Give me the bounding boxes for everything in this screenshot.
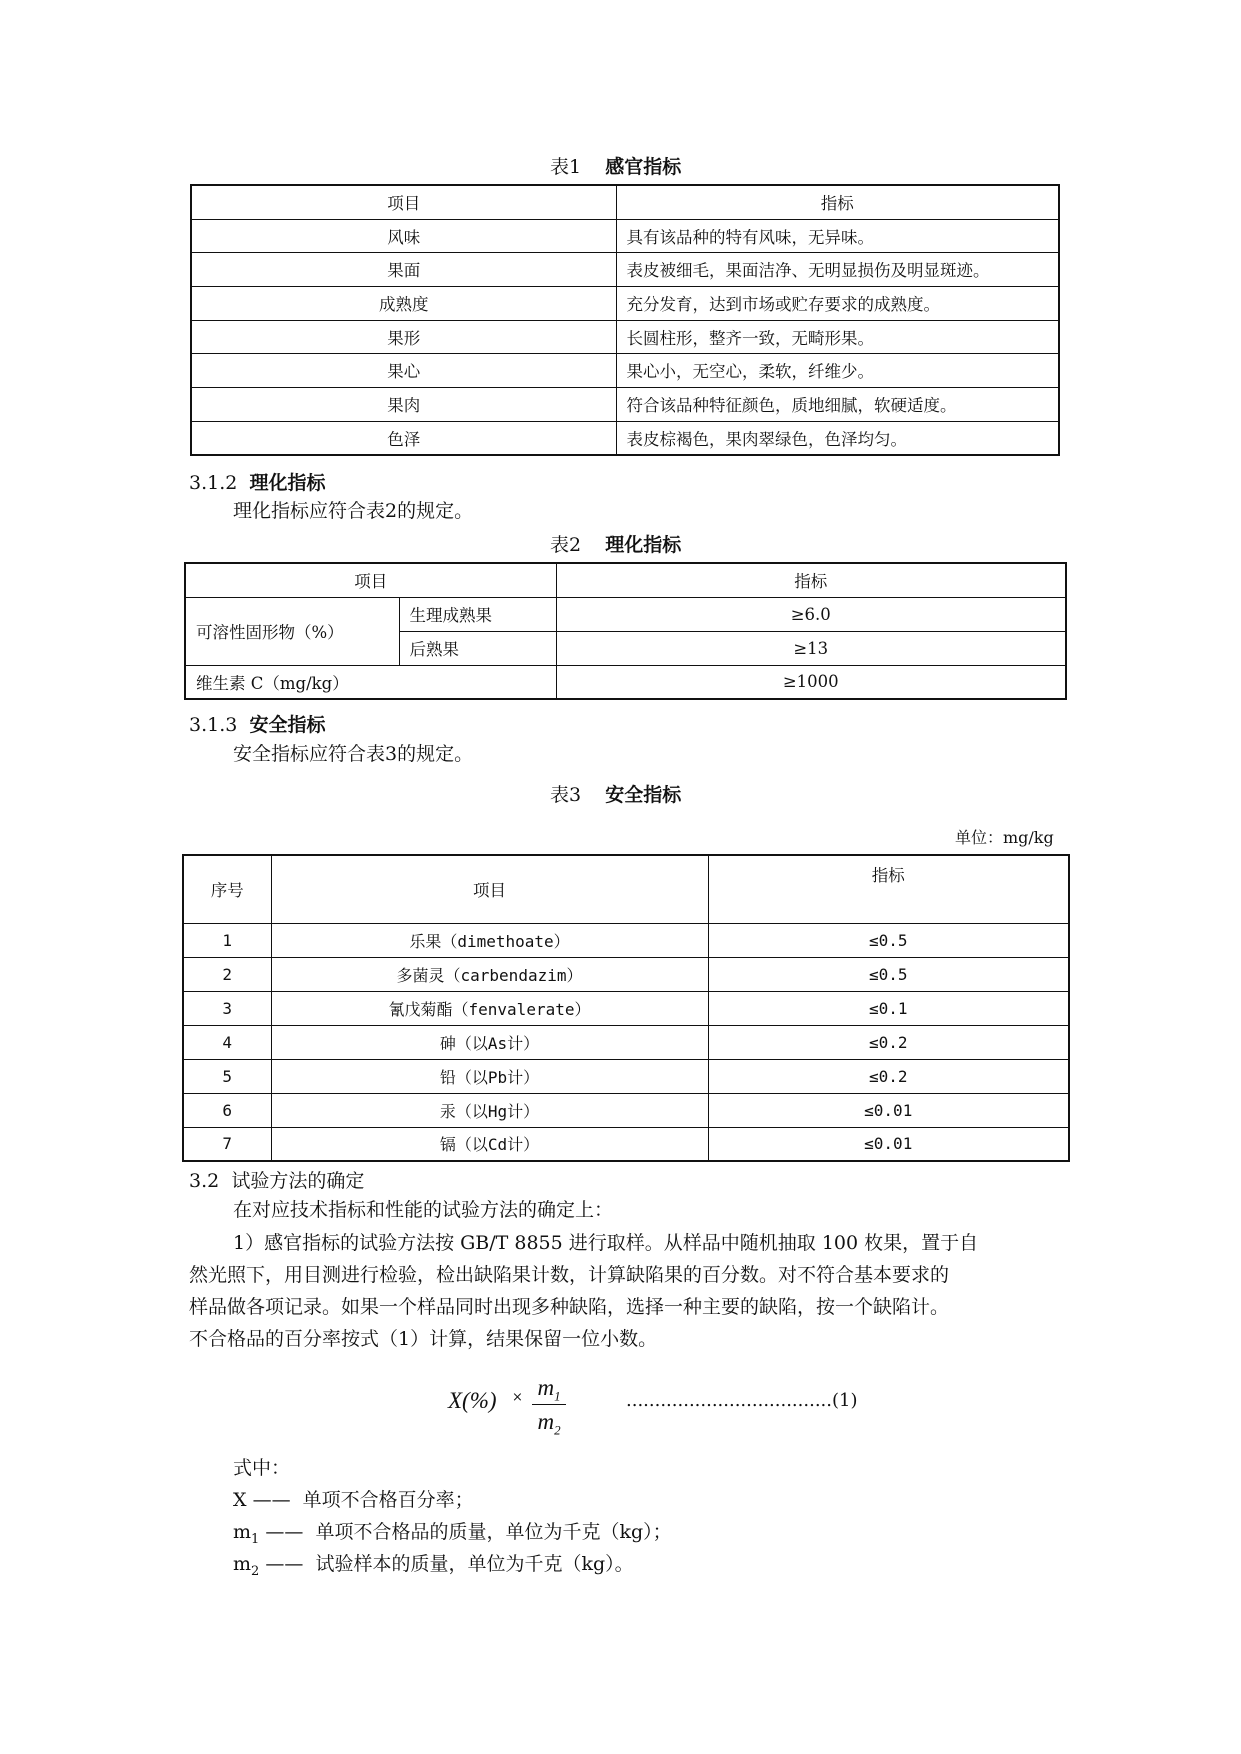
where-desc: 单项不合格品的质量，单位为千克（kg）； [315, 1521, 672, 1543]
table2-caption-number: 表2 [550, 534, 582, 556]
numerator-var: m [537, 1375, 555, 1400]
table1-item-cell: 果心 [191, 353, 616, 387]
section-3-1-2-heading [189, 468, 325, 495]
table2-vitamin-label: 维生素 C（mg/kg） [185, 665, 556, 699]
table3-no-cell: 4 [183, 1025, 271, 1059]
table-row [183, 1093, 1069, 1127]
table3-header-index: 指标 [708, 855, 1069, 923]
table-row [185, 665, 1066, 699]
table-row [191, 353, 1059, 387]
where-dash: —— [265, 1553, 304, 1575]
where-symbol-sub: 2 [251, 1563, 260, 1579]
formula-denominator [530, 1405, 568, 1438]
table2-header-item: 项目 [185, 563, 556, 597]
table3-value-cell: ≤0.2 [708, 1025, 1069, 1059]
where-symbol-sub: 1 [251, 1531, 260, 1547]
table-row [191, 387, 1059, 421]
formula-numerator [530, 1374, 568, 1404]
table2-caption [550, 530, 681, 557]
table3-header-item: 项目 [271, 855, 708, 923]
table2-physicochemical [184, 562, 1067, 700]
table2-group-label: 可溶性固形物（%） [185, 597, 399, 665]
table3-no-cell: 6 [183, 1093, 271, 1127]
table3-item-cell: 镉（以Cd计） [271, 1127, 708, 1161]
table2-header-index: 指标 [556, 563, 1066, 597]
table1-header-item: 项目 [191, 185, 616, 219]
table1-caption-number: 表1 [550, 156, 582, 178]
table-row [191, 219, 1059, 252]
table-row [191, 252, 1059, 286]
section-3-1-2-text: 理化指标应符合表2的规定。 [233, 500, 474, 522]
table3-item-cell: 氰戊菊酯（fenvalerate） [271, 991, 708, 1025]
table1-item-cell: 色泽 [191, 421, 616, 455]
table3-no-cell: 3 [183, 991, 271, 1025]
table-header-row [185, 563, 1066, 597]
formula-where-intro: 式中： [233, 1457, 291, 1479]
section-3-2-intro: 在对应技术指标和性能的试验方法的确定上： [233, 1199, 614, 1221]
table3-caption [550, 780, 681, 807]
table-row [183, 1127, 1069, 1161]
table-row [191, 320, 1059, 353]
table1-index-cell: 长圆柱形，整齐一致，无畸形果。 [616, 320, 1059, 353]
formula-lhs: X(%) [448, 1388, 497, 1413]
table1-caption [550, 152, 681, 179]
where-item-x [233, 1484, 474, 1516]
table-row [191, 286, 1059, 320]
table2-caption-title: 理化指标 [605, 534, 682, 556]
table3-no-cell: 1 [183, 923, 271, 957]
table3-safety [182, 854, 1070, 1162]
table1-item-cell: 果面 [191, 252, 616, 286]
table1-item-cell: 果肉 [191, 387, 616, 421]
table1-index-cell: 具有该品种的特有风味，无异味。 [616, 219, 1059, 252]
table1-index-cell: 果心小，无空心，柔软，纤维少。 [616, 353, 1059, 387]
table3-item-cell: 汞（以Hg计） [271, 1093, 708, 1127]
paragraph-line: 样品做各项记录。如果一个样品同时出现多种缺陷，选择一种主要的缺陷，按一个缺陷计。 [189, 1296, 950, 1318]
paragraph-line: 不合格品的百分率按式（1）计算，结果保留一位小数。 [189, 1328, 658, 1350]
where-symbol: m [233, 1553, 252, 1575]
numerator-sub: 1 [554, 1388, 561, 1404]
table2-sub-label: 生理成熟果 [399, 597, 556, 631]
table3-header-no: 序号 [183, 855, 271, 923]
where-dash: —— [252, 1489, 291, 1511]
table-header-row [191, 185, 1059, 219]
table-header-row [183, 855, 1069, 923]
table2-value-cell: ≥13 [556, 631, 1066, 665]
denominator-sub: 2 [554, 1422, 561, 1438]
paragraph-line: 1）感官指标的试验方法按 GB/T 8855 进行取样。从样品中随机抽取 100 枚果，置于自 [233, 1232, 979, 1254]
formula-1 [448, 1374, 868, 1444]
table3-unit: 单位：mg/kg [955, 828, 1054, 847]
section-title: 理化指标 [249, 472, 326, 494]
table-row [183, 991, 1069, 1025]
section-number: 3.1.3 [189, 714, 238, 736]
table3-no-cell: 2 [183, 957, 271, 991]
table-row [185, 597, 1066, 631]
formula-number: ....................................(1) [626, 1390, 858, 1411]
formula-times: × [512, 1390, 523, 1405]
section-3-1-3-heading [189, 710, 325, 737]
section-title: 试验方法的确定 [231, 1170, 365, 1192]
section-3-2-paragraph [189, 1227, 1069, 1355]
where-symbol: X [233, 1489, 247, 1511]
where-desc: 试验样本的质量，单位为千克（kg）。 [315, 1553, 634, 1575]
section-3-1-3-text: 安全指标应符合表3的规定。 [233, 743, 474, 765]
paragraph-line: 然光照下，用目测进行检验，检出缺陷果计数，计算缺陷果的百分数。对不符合基本要求的 [189, 1264, 950, 1286]
section-number: 3.2 [189, 1170, 220, 1192]
table1-item-cell: 风味 [191, 219, 616, 252]
table1-item-cell: 果形 [191, 320, 616, 353]
table-row [191, 421, 1059, 455]
table1-index-cell: 充分发育，达到市场或贮存要求的成熟度。 [616, 286, 1059, 320]
table2-value-cell: ≥6.0 [556, 597, 1066, 631]
section-3-2-heading [189, 1166, 364, 1193]
where-item-m2 [233, 1548, 634, 1588]
table3-caption-title: 安全指标 [605, 784, 682, 806]
table3-item-cell: 铅（以Pb计） [271, 1059, 708, 1093]
table3-no-cell: 7 [183, 1127, 271, 1161]
table-row [183, 923, 1069, 957]
table1-header-index: 指标 [616, 185, 1059, 219]
table3-value-cell: ≤0.01 [708, 1127, 1069, 1161]
table3-caption-number: 表3 [550, 784, 582, 806]
table1-sensory [190, 184, 1060, 456]
table3-value-cell: ≤0.5 [708, 923, 1069, 957]
table1-index-cell: 符合该品种特征颜色，质地细腻，软硬适度。 [616, 387, 1059, 421]
table3-item-cell: 乐果（dimethoate） [271, 923, 708, 957]
table-row [183, 1059, 1069, 1093]
where-desc: 单项不合格百分率； [302, 1489, 474, 1511]
table3-value-cell: ≤0.2 [708, 1059, 1069, 1093]
table2-sub-label: 后熟果 [399, 631, 556, 665]
table3-no-cell: 5 [183, 1059, 271, 1093]
table1-index-cell: 表皮被细毛，果面洁净、无明显损伤及明显斑迹。 [616, 252, 1059, 286]
table3-item-cell: 砷（以As计） [271, 1025, 708, 1059]
table3-value-cell: ≤0.01 [708, 1093, 1069, 1127]
table3-value-cell: ≤0.5 [708, 957, 1069, 991]
table2-value-cell: ≥1000 [556, 665, 1066, 699]
where-dash: —— [265, 1521, 304, 1543]
formula-fraction [530, 1374, 568, 1438]
denominator-var: m [537, 1409, 555, 1434]
table1-index-cell: 表皮棕褐色，果肉翠绿色，色泽均匀。 [616, 421, 1059, 455]
table1-caption-title: 感官指标 [605, 156, 682, 178]
section-title: 安全指标 [249, 714, 326, 736]
section-number: 3.1.2 [189, 472, 238, 494]
table3-value-cell: ≤0.1 [708, 991, 1069, 1025]
table-row [183, 1025, 1069, 1059]
where-symbol: m [233, 1521, 252, 1543]
table3-item-cell: 多菌灵（carbendazim） [271, 957, 708, 991]
table-row [183, 957, 1069, 991]
table1-item-cell: 成熟度 [191, 286, 616, 320]
